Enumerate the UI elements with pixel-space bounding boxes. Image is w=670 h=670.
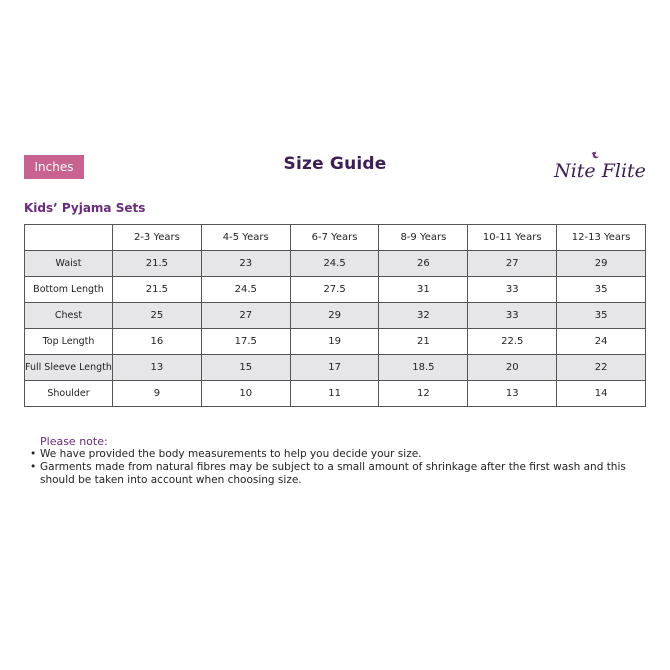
column-header: 2-3 Years xyxy=(113,225,202,251)
row-label: Full Sleeve Length xyxy=(25,355,113,381)
table-cell: 18.5 xyxy=(379,355,468,381)
column-header: 12-13 Years xyxy=(557,225,646,251)
note-item xyxy=(30,448,630,461)
table-cell: 20 xyxy=(468,355,557,381)
size-table xyxy=(24,224,646,407)
page-title: Size Guide xyxy=(283,154,387,174)
note-text: Garments made from natural fibres may be subject to a small amount of shrinkage after the first wash and this should be taken into account when choosing size. xyxy=(40,461,626,486)
row-label: Bottom Length xyxy=(25,277,113,303)
table-cell: 21.5 xyxy=(113,251,202,277)
table-cell: 24.5 xyxy=(201,277,290,303)
table-cell: 32 xyxy=(379,303,468,329)
table-cell: 29 xyxy=(557,251,646,277)
table-cell: 14 xyxy=(557,381,646,407)
brand-logo xyxy=(552,148,648,188)
table-cell: 17.5 xyxy=(201,329,290,355)
column-header: 10-11 Years xyxy=(468,225,557,251)
table-cell: 26 xyxy=(379,251,468,277)
table-cell: 12 xyxy=(379,381,468,407)
table-row xyxy=(25,277,646,303)
table-row xyxy=(25,329,646,355)
brand-logo-mark xyxy=(552,148,648,188)
table-row xyxy=(25,381,646,407)
table-cell: 35 xyxy=(557,303,646,329)
table-cell: 10 xyxy=(201,381,290,407)
row-label: Top Length xyxy=(25,329,113,355)
table-cell: 15 xyxy=(201,355,290,381)
note-heading: Please note: xyxy=(40,435,108,448)
table-cell: 25 xyxy=(113,303,202,329)
table-cell: 24.5 xyxy=(290,251,379,277)
table-cell: 21 xyxy=(379,329,468,355)
note-text: We have provided the body measurements to help you decide your size. xyxy=(40,448,422,460)
table-cell: 31 xyxy=(379,277,468,303)
column-header: 8-9 Years xyxy=(379,225,468,251)
table-cell: 27.5 xyxy=(290,277,379,303)
table-cell: 27 xyxy=(201,303,290,329)
table-cell: 21.5 xyxy=(113,277,202,303)
note-item xyxy=(30,461,630,487)
row-label: Chest xyxy=(25,303,113,329)
row-label: Shoulder xyxy=(25,381,113,407)
column-header xyxy=(25,225,113,251)
table-cell: 33 xyxy=(468,277,557,303)
table-cell: 22.5 xyxy=(468,329,557,355)
bullet-icon: • xyxy=(30,448,37,460)
table-title: Kids’ Pyjama Sets xyxy=(24,201,146,215)
row-label: Waist xyxy=(25,251,113,277)
column-header: 4-5 Years xyxy=(201,225,290,251)
table-cell: 13 xyxy=(113,355,202,381)
table-cell: 11 xyxy=(290,381,379,407)
table-cell: 29 xyxy=(290,303,379,329)
table-row xyxy=(25,251,646,277)
table-row xyxy=(25,303,646,329)
table-cell: 19 xyxy=(290,329,379,355)
table-cell: 16 xyxy=(113,329,202,355)
table-cell: 35 xyxy=(557,277,646,303)
table-cell: 17 xyxy=(290,355,379,381)
note-list xyxy=(30,448,630,487)
table-cell: 9 xyxy=(113,381,202,407)
table-cell: 23 xyxy=(201,251,290,277)
table-cell: 24 xyxy=(557,329,646,355)
table-header-row xyxy=(25,225,646,251)
brand-wordmark: Nite Flite xyxy=(554,160,646,182)
table-cell: 27 xyxy=(468,251,557,277)
table-cell: 22 xyxy=(557,355,646,381)
table-row xyxy=(25,355,646,381)
unit-badge: Inches xyxy=(24,155,84,179)
table-cell: 33 xyxy=(468,303,557,329)
column-header: 6-7 Years xyxy=(290,225,379,251)
bullet-icon: • xyxy=(30,461,37,473)
table-cell: 13 xyxy=(468,381,557,407)
